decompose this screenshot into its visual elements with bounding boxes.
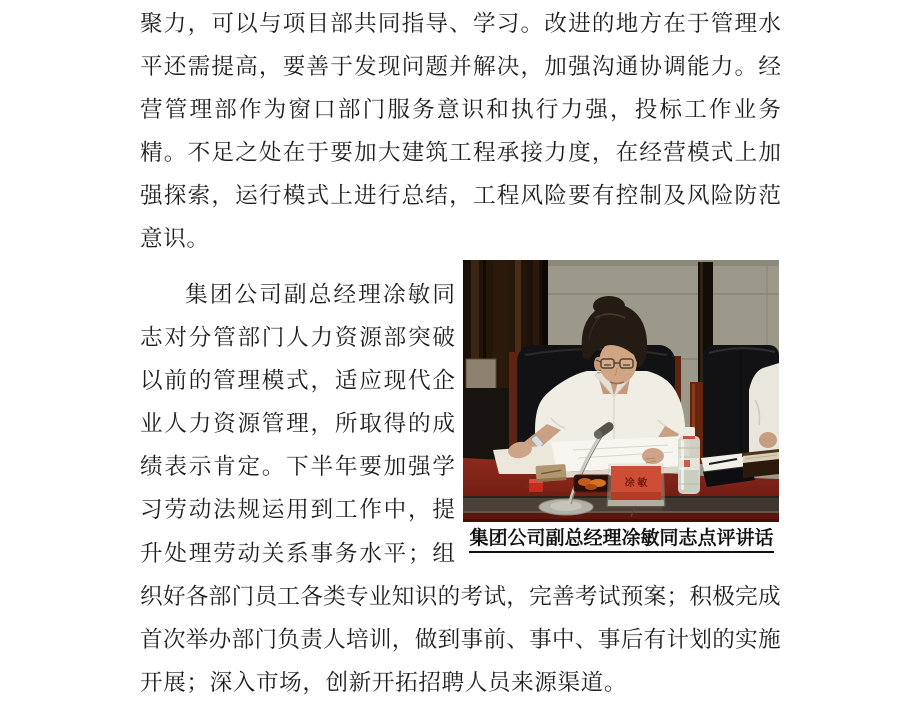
photo-caption-text: 集团公司副总经理凃敏同志点评讲话 — [469, 527, 773, 553]
text-line: 习 劳 动 法 规 运 用 到 工 作 中 ， 提 — [140, 497, 455, 523]
text-line: 平 还 需 提 高 ， 要 善 于 发 现 问 题 并 解 决 ， 加 强 沟 通 协 调 能 力 。 经 — [140, 54, 781, 80]
meeting-photo — [463, 260, 779, 522]
text-line: 聚 力 ， 可 以 与 项 目 部 共 同 指 导 、 学 习 。 改 进 的 地 方 在 于 管 理 水 — [140, 11, 781, 36]
text-line: 意识。 — [140, 226, 210, 252]
paragraph-1 — [140, 2, 781, 261]
text-line: 业 人 力 资 源 管 理 ， 所 取 得 的 成 — [140, 411, 455, 437]
text-line: 升 处 理 劳 动 关 系 事 务 水 平 ； 组 — [140, 540, 455, 566]
placard-name-text: 凃 敏 — [624, 478, 648, 489]
text-line: 志 对 分 管 部 门 人 力 资 源 部 突 破 — [140, 325, 455, 351]
text-line: 开展；深入市场，创新开拓招聘人员来源渠道。 — [140, 670, 628, 696]
text-line: 精 。 不 足 之 处 在 于 要 加 大 建 筑 工 程 承 接 力 度 ， 在 经 营 模 式 上 加 — [140, 140, 781, 166]
ink-tray — [574, 475, 611, 492]
text-line: 集 团 公 司 副 总 经 理 凃 敏 同 — [185, 282, 455, 307]
meeting-photo-svg — [463, 260, 779, 522]
text-line: 营 管 理 部 作 为 窗 口 部 门 服 务 意 识 和 执 行 力 强 ， 投 标 工 作 业 务 — [140, 97, 781, 123]
text-line: 绩 表 示 肯 定 。 下 半 年 要 加 强 学 — [140, 454, 455, 480]
text-line: 强 探 索 ， 运 行 模 式 上 进 行 总 结 ， 工 程 风 险 要 有 控 制 及 风 险 防 范 — [140, 183, 781, 209]
paragraph-2-left-column — [140, 273, 455, 575]
book-stack — [742, 449, 779, 478]
paragraph-2-full-width — [140, 575, 781, 704]
text-line: 织 好 各 部 门 员 工 各 类 专 业 知 识 的 考 试 ， 完 善 考 试 预 案 ； 积 极 完 成 — [140, 584, 781, 609]
water-bottle — [678, 427, 700, 494]
tan-box — [535, 464, 566, 482]
glasses — [596, 359, 633, 368]
text-line: 首 次 举 办 部 门 负 责 人 培 训 ， 做 到 事 前 、 事 中 、 事 后 有 计 划 的 实 施 — [140, 627, 781, 653]
text-line: 以 前 的 管 理 模 式 ， 适 应 现 代 企 — [140, 368, 455, 394]
photo-caption — [463, 527, 780, 553]
